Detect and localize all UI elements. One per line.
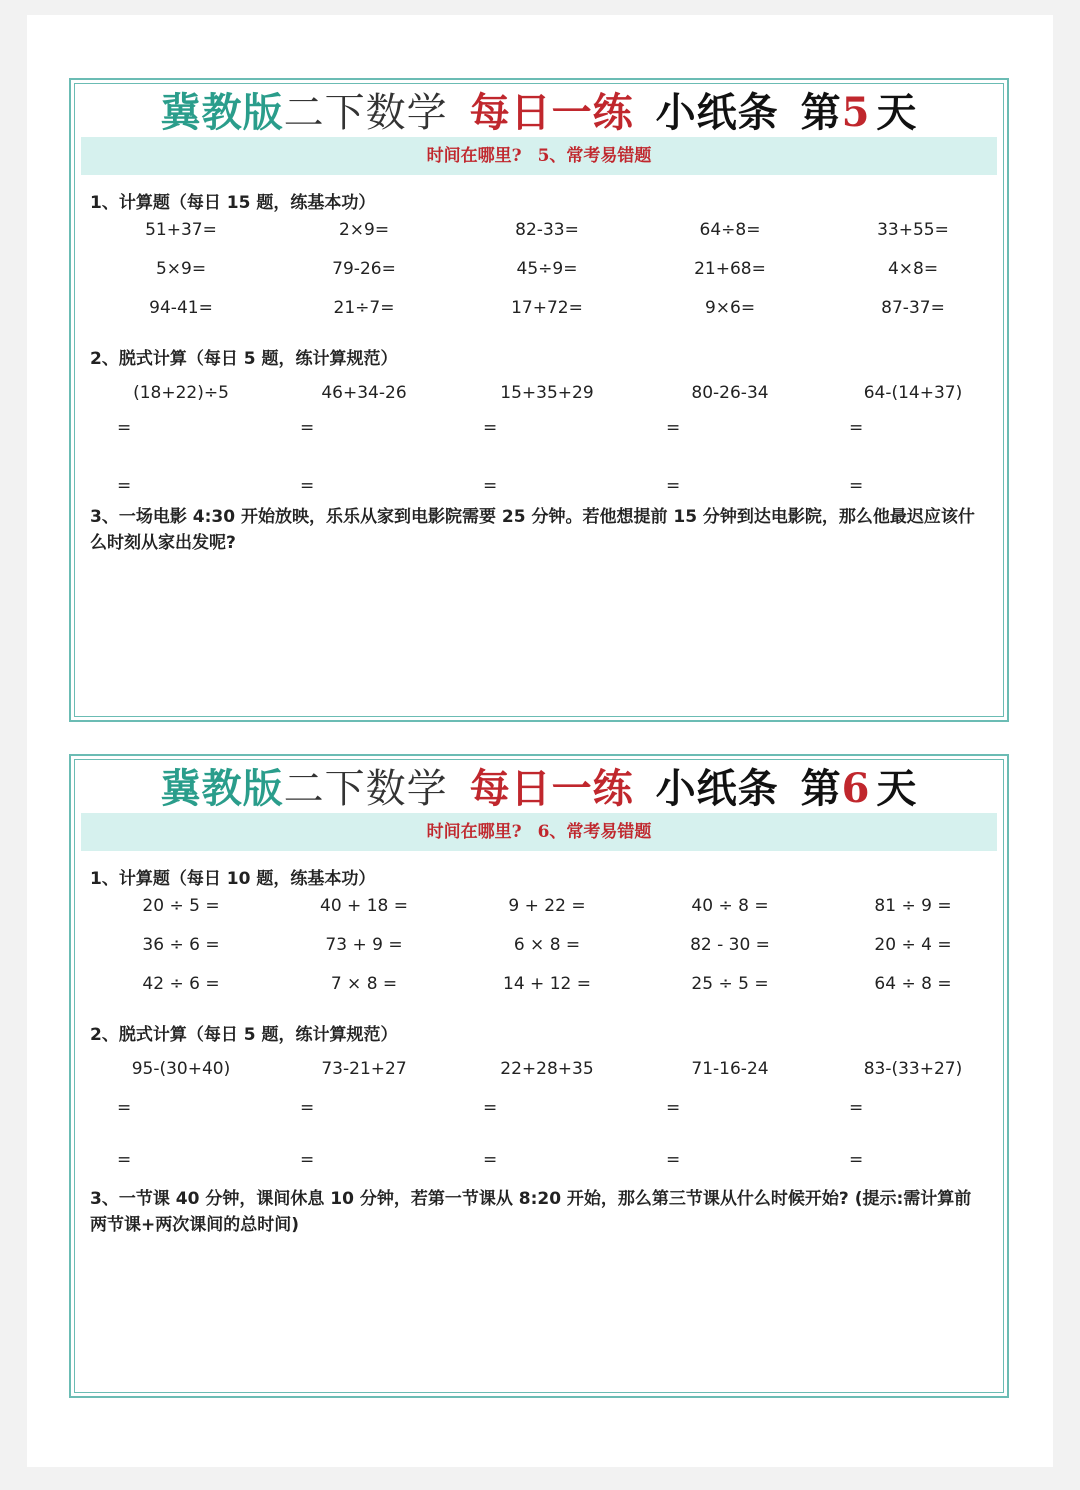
step-expression: 22+28+35 [500,1059,594,1079]
calc-item: 64 ÷ 8 = [874,974,952,994]
calc-item: 79-26= [332,259,396,279]
step-expression: (18+22)÷5 [133,383,229,403]
step-expr-row [79,383,999,407]
calc-row [79,974,999,998]
equals-sign: = [483,476,498,496]
step-expression: 80-26-34 [691,383,769,403]
calc-item: 64÷8= [699,220,761,240]
calc-row [79,259,999,283]
calc-item: 36 ÷ 6 = [142,935,220,955]
word-problem: 3、一场电影 4:30 开始放映，乐乐从家到电影院需要 25 分钟。若他想提前 15 分钟到达电影院，那么他最迟应该什么时刻从家出发呢? [90,507,975,553]
calc-item: 17+72= [511,298,583,318]
equals-sign: = [483,1150,498,1170]
equals-sign: = [483,418,498,438]
title-subject: 二下数学 [283,766,448,812]
equals-sign: = [117,476,132,496]
section-calc-heading: 1、计算题（每日 15 题，练基本功） [90,193,376,213]
equals-sign: = [300,476,315,496]
title-di: 第 [800,765,842,812]
equals-sign: = [666,418,681,438]
calc-row [79,896,999,920]
calc-item: 25 ÷ 5 = [691,974,769,994]
sheet-subtitle [81,137,997,175]
title-subject: 二下数学 [283,90,448,136]
calc-item: 87-37= [881,298,945,318]
step-expression: 83-(33+27) [863,1059,963,1079]
calc-item: 14 + 12 = [503,974,591,994]
equals-sign: = [849,1098,864,1118]
calc-item: 5×9= [155,259,207,279]
equals-sign: = [666,1150,681,1170]
calc-item: 94-41= [149,298,213,318]
page [27,15,1053,1467]
subtitle-lesson: 6、常考易错题 [537,822,652,842]
title-publisher: 冀教版 [160,89,284,136]
calc-item: 51+37= [145,220,217,240]
calc-row [79,935,999,959]
title-tian: 天 [876,765,918,812]
equals-sign: = [666,1098,681,1118]
calc-item: 40 ÷ 8 = [691,896,769,916]
calc-item: 82-33= [515,220,579,240]
calc-item: 4×8= [887,259,939,279]
equals-sign: = [483,1098,498,1118]
calc-item: 7 × 8 = [330,974,398,994]
step-expr-row [79,1059,999,1083]
calc-item: 9×6= [704,298,756,318]
calc-row [79,220,999,244]
sheet-title [71,88,1007,138]
calc-item: 21÷7= [333,298,395,318]
subtitle-topic: 时间在哪里? [426,822,522,842]
answer-line-row [79,1098,999,1122]
section-calc-heading: 1、计算题（每日 10 题，练基本功） [90,869,376,889]
practice-sheet-day5 [69,78,1009,722]
equals-sign: = [849,476,864,496]
calc-item: 6 × 8 = [513,935,581,955]
equals-sign: = [666,476,681,496]
calc-item: 81 ÷ 9 = [874,896,952,916]
step-expression: 71-16-24 [691,1059,769,1079]
answer-line-row [79,418,999,442]
equals-sign: = [300,1150,315,1170]
calc-item: 33+55= [877,220,949,240]
calc-item: 82 - 30 = [690,935,770,955]
title-tian: 天 [876,89,918,136]
title-note: 小纸条 [655,765,779,812]
sheet-subtitle [81,813,997,851]
calc-item: 42 ÷ 6 = [142,974,220,994]
equals-sign: = [849,1150,864,1170]
title-daily: 每日一练 [469,89,634,136]
step-expression: 15+35+29 [500,383,594,403]
calc-item: 20 ÷ 5 = [142,896,220,916]
sheet-title [71,764,1007,814]
step-expression: 64-(14+37) [863,383,963,403]
calc-item: 21+68= [694,259,766,279]
section-step-heading: 2、脱式计算（每日 5 题，练计算规范） [90,349,398,369]
equals-sign: = [117,1098,132,1118]
equals-sign: = [300,418,315,438]
title-day-number: 6 [841,765,871,812]
calc-row [79,298,999,322]
step-expression: 95-(30+40) [131,1059,231,1079]
calc-item: 9 + 22 = [508,896,586,916]
title-di: 第 [800,89,842,136]
calc-item: 20 ÷ 4 = [874,935,952,955]
calc-item: 73 + 9 = [325,935,403,955]
section-step-heading: 2、脱式计算（每日 5 题，练计算规范） [90,1025,398,1045]
subtitle-topic: 时间在哪里? [426,146,522,166]
title-daily: 每日一练 [469,765,634,812]
answer-line-row [79,1150,999,1174]
calc-item: 40 + 18 = [320,896,408,916]
title-day-number: 5 [841,89,871,136]
equals-sign: = [300,1098,315,1118]
step-expression: 73-21+27 [321,1059,407,1079]
equals-sign: = [117,1150,132,1170]
title-publisher: 冀教版 [160,765,284,812]
subtitle-lesson: 5、常考易错题 [537,146,652,166]
step-expression: 46+34-26 [321,383,407,403]
equals-sign: = [117,418,132,438]
calc-item: 2×9= [338,220,390,240]
title-note: 小纸条 [655,89,779,136]
calc-item: 45÷9= [516,259,578,279]
equals-sign: = [849,418,864,438]
answer-line-row [79,476,999,500]
word-problem: 3、一节课 40 分钟，课间休息 10 分钟，若第一节课从 8:20 开始，那么第三节课从什么时候开始? (提示:需计算前两节课+两次课间的总时间) [90,1189,972,1235]
practice-sheet-day6 [69,754,1009,1398]
